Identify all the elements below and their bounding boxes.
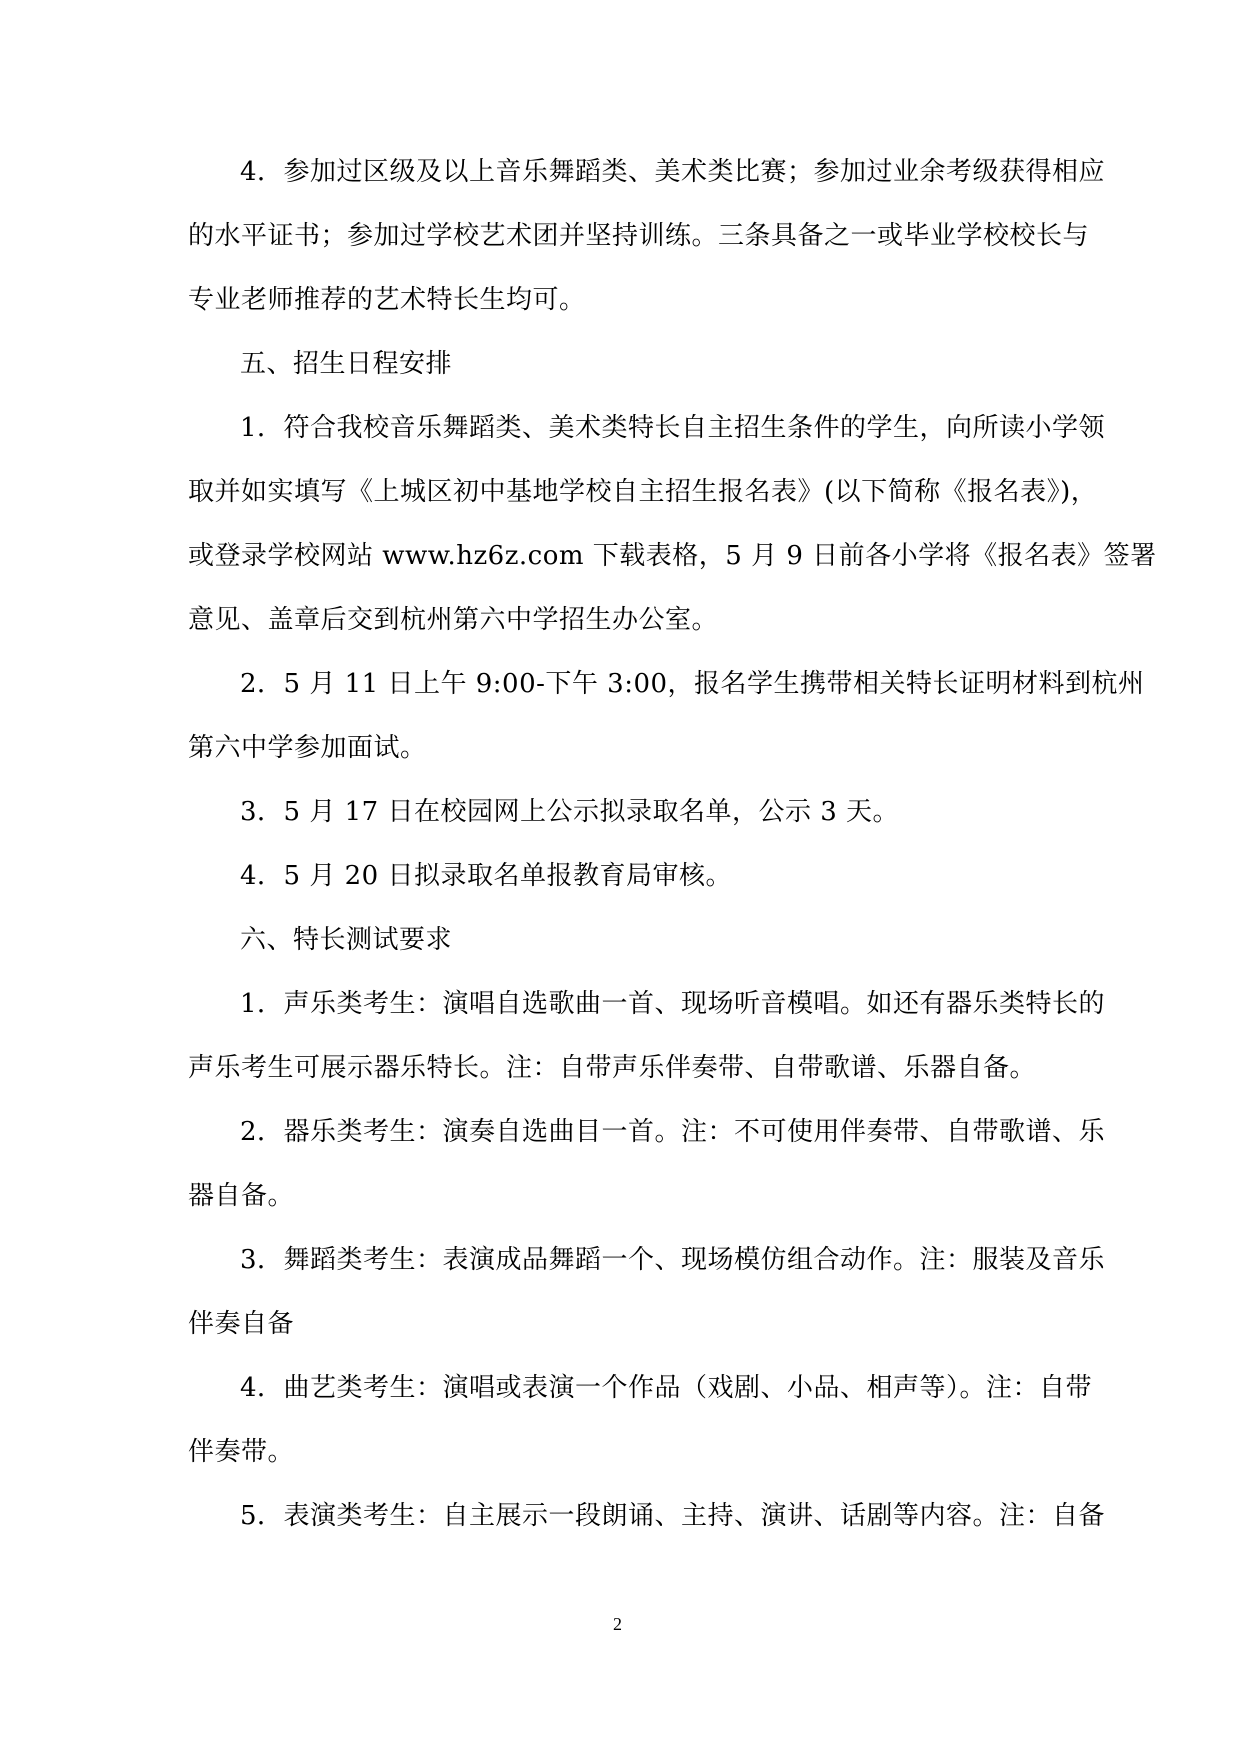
text-line: 声乐考生可展示器乐特长。注：自带声乐伴奏带、自带歌谱、乐器自备。 bbox=[188, 1053, 1037, 1083]
text-line: 第六中学参加面试。 bbox=[188, 733, 427, 763]
text-line: 2．5 月 11 日上午 9:00-下午 3:00，报名学生携带相关特长证明材料到杭州 bbox=[240, 669, 1145, 699]
text-line: 专业老师推荐的艺术特长生均可。 bbox=[188, 285, 586, 315]
text-line: 2．器乐类考生：演奏自选曲目一首。注：不可使用伴奏带、自带歌谱、乐 bbox=[240, 1117, 1106, 1147]
section-heading: 五、招生日程安排 bbox=[240, 349, 453, 379]
text-line: 伴奏带。 bbox=[188, 1437, 295, 1467]
text-line: 1．符合我校音乐舞蹈类、美术类特长自主招生条件的学生，向所读小学领 bbox=[240, 413, 1106, 443]
text-line: 伴奏自备 bbox=[188, 1309, 295, 1339]
text-line: 器自备。 bbox=[188, 1181, 295, 1211]
text-line: 取并如实填写《上城区初中基地学校自主招生报名表》(以下简称《报名表》)， bbox=[188, 477, 1098, 507]
text-line: 4．曲艺类考生：演唱或表演一个作品（戏剧、小品、相声等）。注：自带 bbox=[240, 1373, 1093, 1403]
document-body bbox=[188, 140, 1157, 1548]
text-line: 或登录学校网站 www.hz6z.com 下载表格，5 月 9 日前各小学将《报名表》签署 bbox=[188, 541, 1157, 571]
text-line: 1．声乐类考生：演唱自选歌曲一首、现场听音模唱。如还有器乐类特长的 bbox=[240, 989, 1106, 1019]
text-line: 意见、盖章后交到杭州第六中学招生办公室。 bbox=[188, 605, 719, 635]
text-line: 3．5 月 17 日在校园网上公示拟录取名单，公示 3 天。 bbox=[240, 797, 900, 827]
text-line: 3．舞蹈类考生：表演成品舞蹈一个、现场模仿组合动作。注：服装及音乐 bbox=[240, 1245, 1106, 1275]
section-heading: 六、特长测试要求 bbox=[240, 925, 453, 955]
text-line: 4．参加过区级及以上音乐舞蹈类、美术类比赛；参加过业余考级获得相应 bbox=[240, 157, 1106, 187]
page-number: 2 bbox=[613, 1614, 622, 1634]
text-line: 4．5 月 20 日拟录取名单报教育局审核。 bbox=[240, 861, 732, 891]
text-line: 的水平证书；参加过学校艺术团并坚持训练。三条具备之一或毕业学校校长与 bbox=[188, 221, 1090, 251]
text-line: 5．表演类考生：自主展示一段朗诵、主持、演讲、话剧等内容。注：自备 bbox=[240, 1501, 1106, 1531]
